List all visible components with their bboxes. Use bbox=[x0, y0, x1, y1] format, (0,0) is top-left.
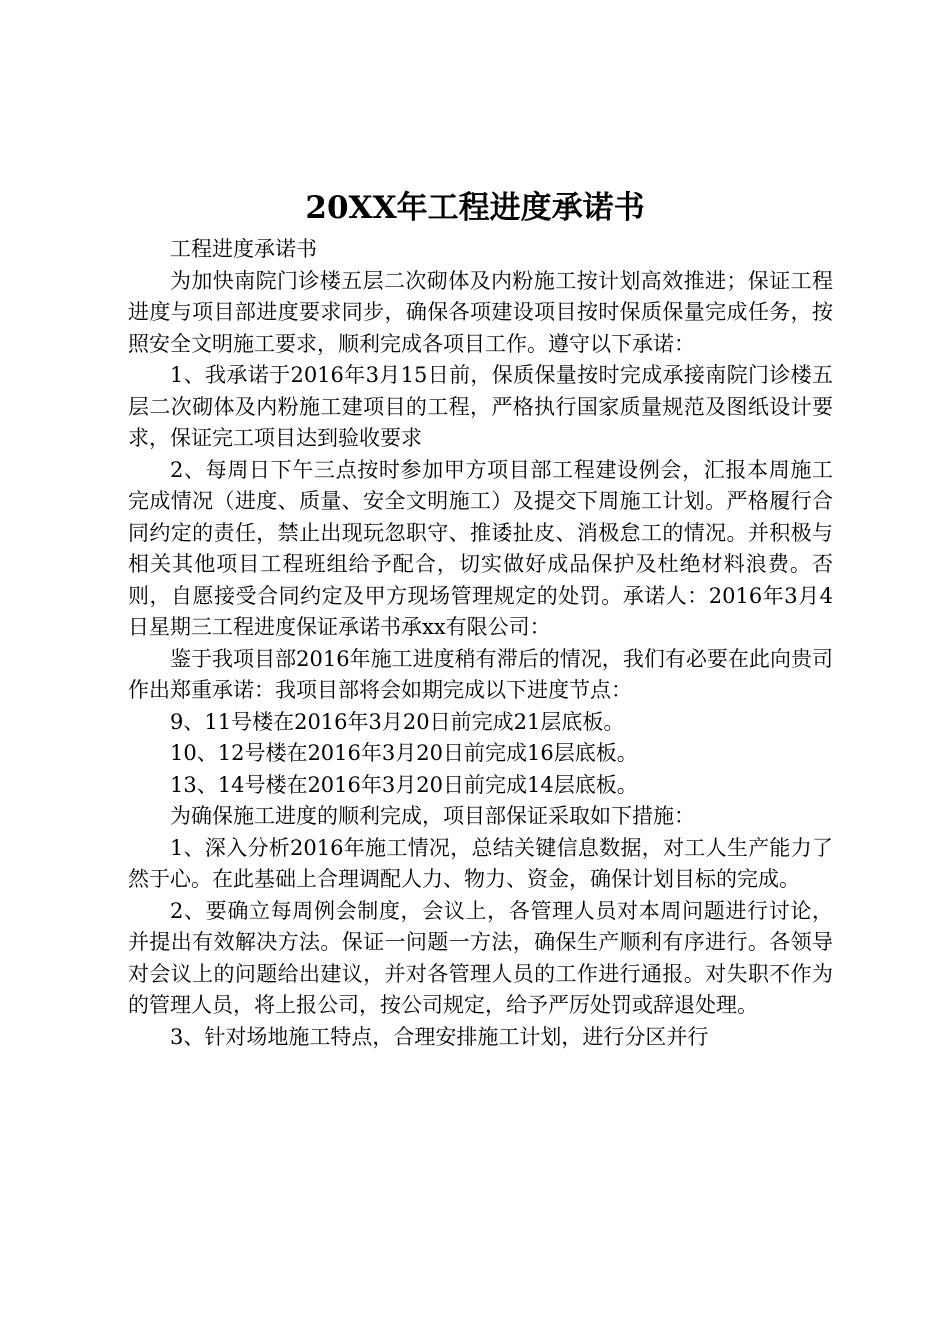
paragraph-milestone-2: 10、12号楼在2016年3月20日前完成16层底板。 bbox=[170, 741, 638, 765]
paragraph-measure-2: 2、要确立每周例会制度，会议上，各管理人员对本周问题进行讨论，并提出有效解决方法。保证一问题一方法，确保生产顺利有序进行。各领导对会议上的问题给出建议，并对各管理人员的工作进行通报。对失职不作为的管理人员，将上报公司，按公司规定，给予严厉处罚或辞退处理。 bbox=[128, 898, 833, 1017]
paragraph-second-letter-intro: 鉴于我项目部2016年施工进度稍有滞后的情况，我们有必要在此向贵司作出郑重承诺：我项目部将会如期完成以下进度节点： bbox=[128, 646, 833, 702]
document-title: 20XX年工程进度承诺书 bbox=[305, 190, 645, 226]
paragraph-measure-3: 3、针对场地施工特点，合理安排施工计划，进行分区并行 bbox=[170, 1024, 709, 1049]
paragraph-intro: 为加快南院门诊楼五层二次砌体及内粉施工按计划高效推进；保证工程进度与项目部进度要求同步，确保各项建设项目按时保质保量完成任务，按照安全文明施工要求，顺利完成各项目工作。遵守以下承诺： bbox=[128, 268, 833, 356]
paragraph-measure-1: 1、深入分析2016年施工情况，总结关键信息数据，对工人生产能力了然于心。在此基础上合理调配人力、物力、资金，确保计划目标的完成。 bbox=[128, 835, 833, 891]
paragraph-milestone-1: 9、11号楼在2016年3月20日前完成21层底板。 bbox=[170, 709, 625, 734]
paragraph-commitment-2: 2、每周日下午三点按时参加甲方项目部工程建设例会，汇报本周施工完成情况（进度、质量、安全文明施工）及提交下周施工计划。严格履行合同约定的责任，禁止出现玩忽职守、推诿扯皮、消极怠工的情况。并积极与相关其他项目工程班组给予配合，切实做好成品保护及杜绝材料浪费。否则，自愿接受合同约定及甲方现场管理规定的处罚。承诺人：2016年3月4日星期三工程进度保证承诺书承xx有限公司： bbox=[128, 457, 833, 639]
paragraph-commitment-1: 1、我承诺于2016年3月15日前，保质保量按时完成承接南院门诊楼五层二次砌体及内粉施工建项目的工程，严格执行国家质量规范及图纸设计要求，保证完工项目达到验收要求 bbox=[128, 363, 833, 450]
paragraph-milestone-3: 13、14号楼在2016年3月20日前完成14层底板。 bbox=[170, 772, 638, 797]
paragraph-subtitle: 工程进度承诺书 bbox=[170, 237, 317, 261]
paragraph-measures-intro: 为确保施工进度的顺利完成，项目部保证采取如下措施： bbox=[170, 804, 695, 828]
document-body bbox=[128, 234, 833, 1053]
